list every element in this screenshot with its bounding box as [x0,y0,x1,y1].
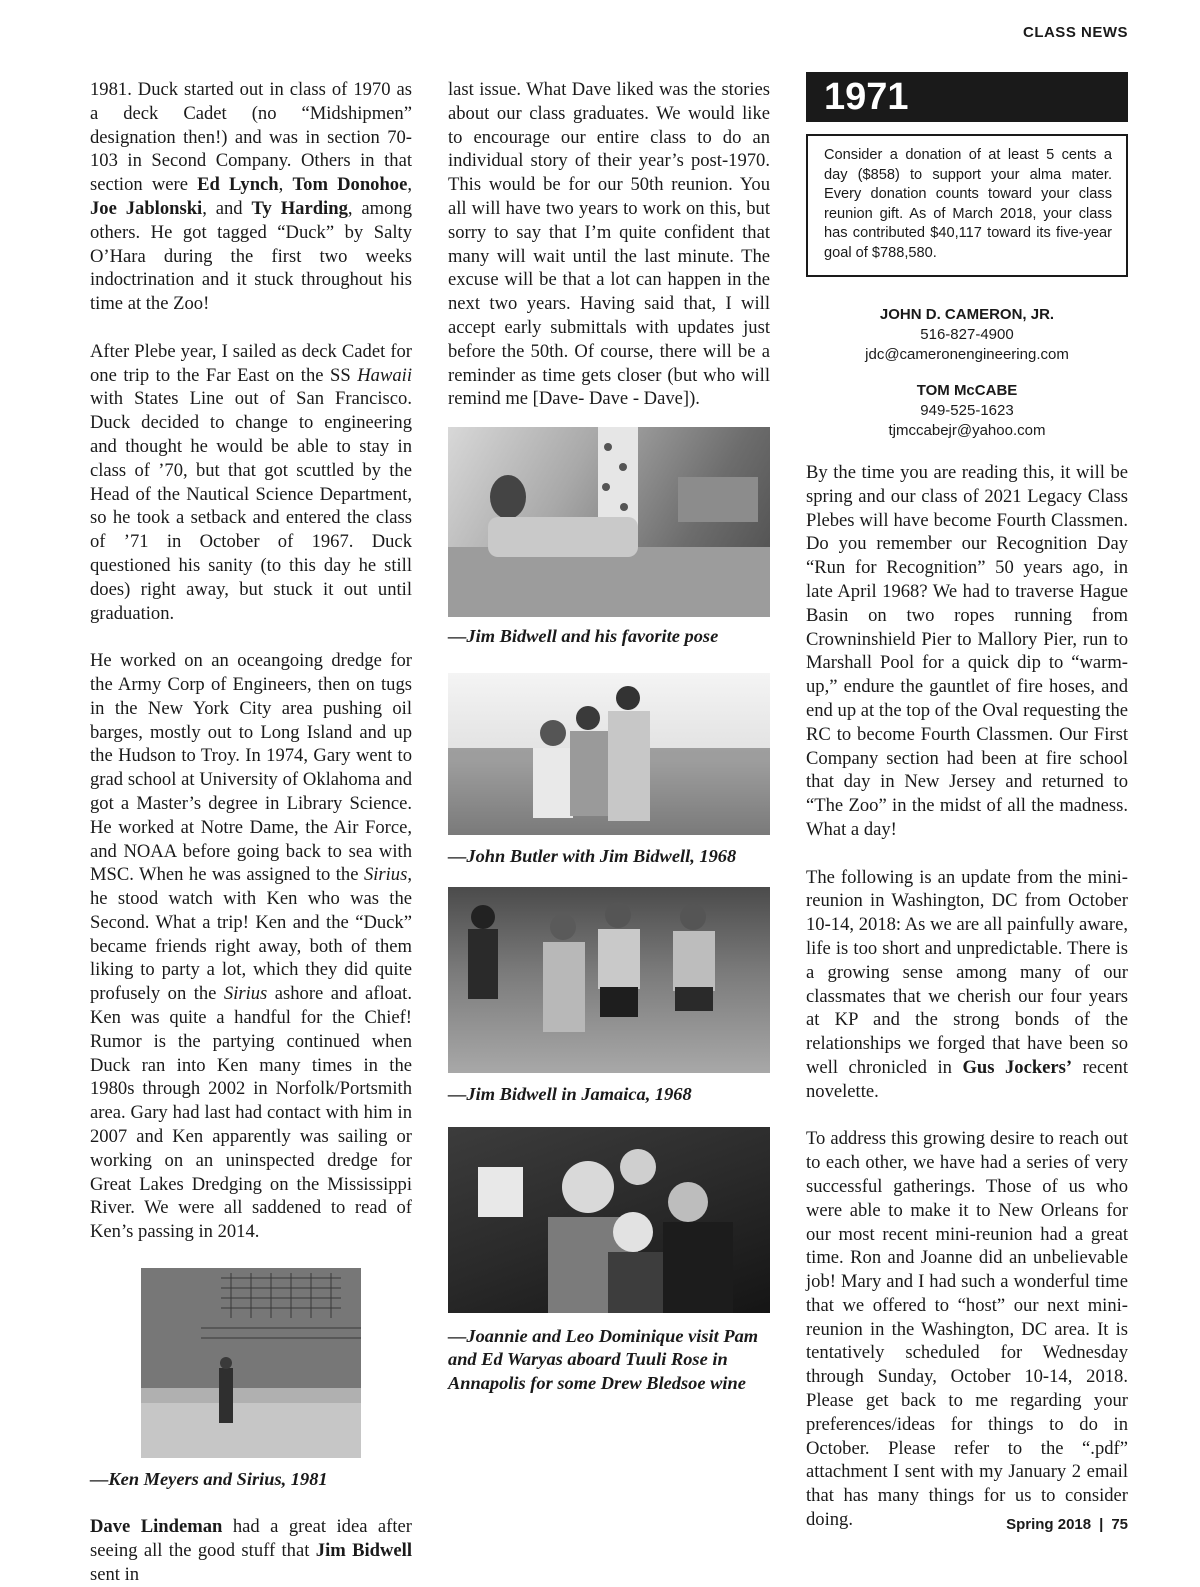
photo-ken-meyers-sirius [141,1268,361,1458]
column-2 [448,78,770,1396]
photo-john-butler-jim-bidwell [448,673,770,835]
footer-separator: | [1099,1516,1104,1533]
photo-caption: —Jim Bidwell and his favorite pose [448,626,719,647]
column-1 [90,78,412,1587]
photo-caption: —John Butler with Jim Bidwell, 1968 [448,845,737,866]
paragraph: The following is an update from the mini-reunion in Washington, DC from October 10-14, 2018: As we are all painfully aware, life is too short and unpredictable. There is a growing sense among many of our classmates that we cherish our four years at KP and the strong bonds of the relationships we forged that have been so well chronicled in Gus Jockers’ recent novelette. [806,866,1129,1102]
contact-phone: 516-827-4900 [920,326,1014,343]
class-year-banner: 1971 [806,72,1128,122]
contact-phone: 949-525-1623 [920,402,1014,419]
photo-joannie-leo-pam-ed [448,1127,770,1313]
paragraph: To address this growing desire to reach out to each other, we have had a series of very successful gatherings. Those of us who were able to make it to New Orleans for our most recent mini-reunion had a great time. Ron and Joanne did an unbelievable job! Mary and I had such a wonderful time that we offered to “host” our next mini-reunion in the Washington, DC area. It is tentatively scheduled for Wednesday through Sunday, October 10-14, 2018. Please get back to me regarding your preferences/ideas for things to do in October. Please refer to the “.pdf” attachment I sent with my January 2 email that has many things for us to consider doing. [806,1128,1128,1531]
photo-caption: —Ken Meyers and Sirius, 1981 [90,1468,328,1489]
photo-jim-bidwell-jamaica [448,887,770,1073]
class-contact [806,305,1128,365]
page-number: 75 [1111,1516,1128,1533]
paragraph: He worked on an oceangoing dredge for the Army Corp of Engineers, then on tugs in the New York City area pushing oil barges, mostly out to Long Island and up the Hudson to Troy. In 1974, Gary went to grad school at University of Oklahoma and got a Master’s degree in Library Science. He worked at Notre Dame, the Air Force, and NOAA before going back to sea with MSC. When he was assigned to the Sirius, he stood watch with Ken who was the Second. What a trip! Ken and the “Duck” became friends right away, both of them liking to party a lot, which they did quite profusely on the Sirius ashore and afloat. Ken was quite a handful for the Chief! Rumor is the partying continued when Duck ran into Ken many times in the 1980s through 2002 in Norfolk/Portsmith area. Gary had last had contact with him in 2007 and Ken apparently was sailing or working on an uninspected dredge for Great Lakes Dredging on the Mississippi River. We were all saddened to read of Ken’s passing in 2014. [90,650,412,1243]
contact-name: TOM McCABE [916,382,1018,399]
class-contact [806,381,1128,441]
section-header: CLASS NEWS [1022,24,1128,41]
contact-email[interactable]: jdc@cameronengineering.com [865,346,1069,363]
photo-caption: —Joannie and Leo Dominique visit Pam and Ed Waryas aboard Tuuli Rose in Annapolis for some Drew Bledsoe wine [448,1325,759,1394]
column-3 [806,72,1128,1532]
paragraph: last issue. What Dave liked was the stories about our class graduates. We would like to encourage our entire class to do an individual story of their year’s post-1970. This would be for our 50th reunion. You all will have two years to work on this, but sorry to say that I’m quite confident that many will wait until the last minute. The excuse will be that a lot can happen in the next two years. Having said that, I will accept early submittals with updates just before the 50th. Of course, there will be a reminder as time gets closer (but who will remind me [Dave- Dave - Dave]). [448,79,770,410]
photo-caption: —Jim Bidwell in Jamaica, 1968 [448,1083,692,1104]
paragraph: Dave Lindeman had a great idea after seeing all the good stuff that Jim Bidwell sent in [90,1516,412,1586]
contact-name: JOHN D. CAMERON, JR. [879,306,1055,323]
photo-jim-bidwell-pose [448,427,770,617]
page-footer [1006,1516,1128,1533]
donation-box: Consider a donation of at least 5 cents a day ($858) to support your alma mater. Every donation counts toward your class reunion gift. As of March 2018, your class has contributed $40,117 toward its five-year goal of $788,580. [806,134,1128,277]
issue-label: Spring 2018 [1006,1516,1092,1533]
paragraph: 1981. Duck started out in class of 1970 as a deck Cadet (no “Midshipmen” designation then!) and was in section 70-103 in Second Company. Others in that section were Ed Lynch, Tom Donohoe, Joe Jablonski, and Ty Harding, among others. He got tagged “Duck” by Salty O’Hara during the first two weeks indoctrination and it stuck throughout his time at the Zoo! [90,79,413,315]
paragraph: After Plebe year, I sailed as deck Cadet for one trip to the Far East on the SS Hawaii with States Line out of San Francisco. Duck decided to change to engineering and thought he would be able to stay in class of ’70, but that got scuttled by the Head of the Nautical Science Department, so he took a setback and entered the class of ’71 in October of 1967. Duck questioned his sanity (to this day he still does) right away, but stuck it out until graduation. [90,340,412,624]
contact-email[interactable]: tjmccabejr@yahoo.com [888,422,1046,439]
paragraph: By the time you are reading this, it will be spring and our class of 2021 Legacy Class Plebes will have become Fourth Classmen. Do you remember our Recognition Day “Run for Recognition” 50 years ago, in late April 1968? We had to traverse Hague Basin on two ropes running from Crowninshield Pier to Mallory Pier, run to Marshall Pool for a quick dip to “warm-up,” endure the gauntlet of fire hoses, and end up at the top of the Oval requesting the RC to become Fourth Classmen. Our First Company section had been at fire school that day in New Jersey and returned to “The Zoo” in the midst of all the madness. What a day! [806,462,1128,840]
